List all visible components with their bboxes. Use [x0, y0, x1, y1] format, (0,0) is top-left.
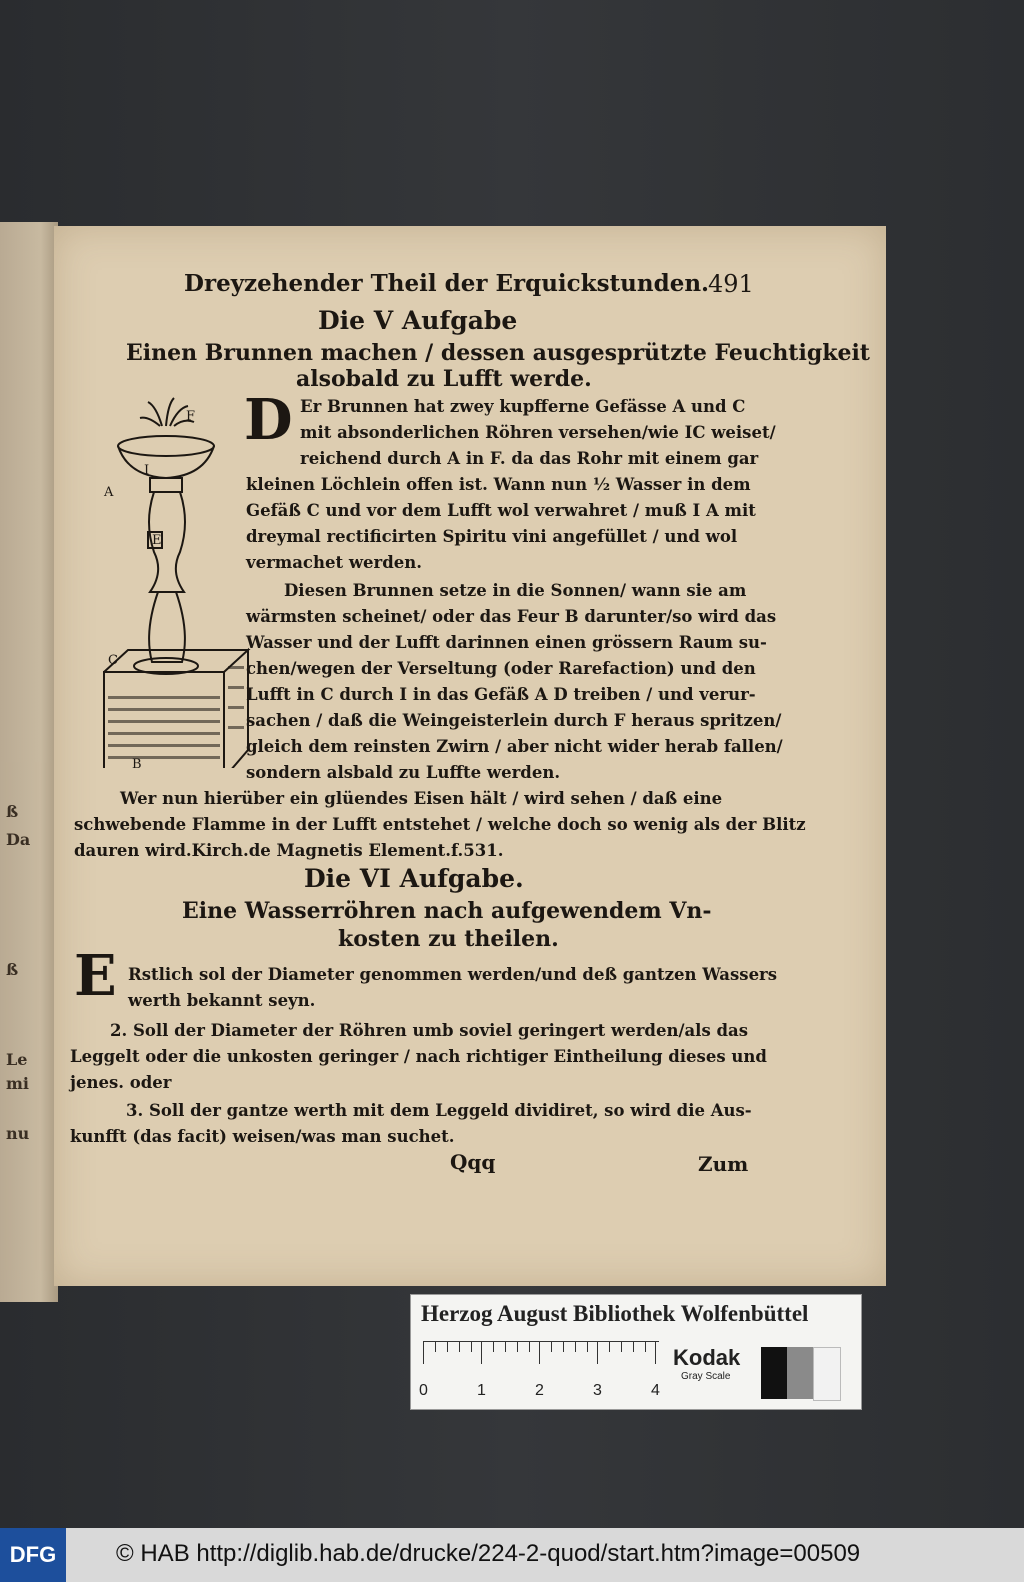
catchword: Zum: [698, 1152, 749, 1176]
paragraph-line: Er Brunnen hat zwey kupfferne Gefässe A und C: [300, 397, 746, 416]
kodak-logo: Kodak: [673, 1345, 741, 1370]
figure-label: B: [132, 757, 142, 768]
paragraph-line: 3. Soll der gantze werth mit dem Leggeld dividiret, so wird die Aus-: [126, 1101, 752, 1120]
ruler-number: 4: [651, 1382, 660, 1399]
paragraph-line: mit absonderlichen Röhren versehen/wie IC weiset/: [300, 423, 776, 442]
left-page-fragment: Le: [6, 1050, 28, 1069]
paragraph-line: kunfft (das facit) weisen/was man suchet.: [70, 1127, 455, 1146]
paragraph-line: reichend durch A in F. da das Rohr mit einem gar: [300, 449, 759, 468]
left-page-fragment: Da: [6, 830, 31, 849]
gray-patch-white: [813, 1347, 841, 1401]
ruler: [419, 1341, 660, 1399]
paragraph-line: chen/wegen der Verseltung (oder Rarefaction) und den: [246, 659, 756, 678]
paragraph-line: wärmsten scheinet/ oder das Feur B darunter/so wird das: [246, 607, 777, 626]
left-page-fragment: ß: [6, 802, 19, 821]
credit-link[interactable]: © HAB http://diglib.hab.de/drucke/224-2-quod/start.htm?image=00509: [116, 1540, 861, 1567]
footer-bar: [0, 1528, 1024, 1582]
facing-page-edge: [0, 222, 58, 1302]
section-heading: Die V Aufgabe: [318, 306, 518, 335]
left-page-fragment: ß: [6, 960, 19, 979]
paragraph-line: sondern alsbald zu Luffte werden.: [246, 763, 561, 782]
paragraph-line: dreymal rectificirten Spiritu vini angefüllet / und wol: [246, 527, 738, 546]
paragraph-line: kleinen Löchlein offen ist. Wann nun ½ Wasser in dem: [246, 475, 751, 494]
running-head: Dreyzehender Theil der Erquickstunden.: [184, 270, 710, 297]
paragraph-line: gleich dem reinsten Zwirn / aber nicht wider herab fallen/: [246, 737, 783, 756]
paragraph-line: sachen / daß die Weingeisterlein durch F heraus spritzen/: [246, 711, 782, 730]
paragraph-line: vermachet werden.: [246, 553, 423, 572]
ruler-number: 2: [535, 1382, 544, 1399]
decorated-initial: D: [244, 387, 293, 453]
paragraph-line: Gefäß C und vor dem Lufft wol verwahret / muß I A mit: [246, 501, 756, 520]
institution-name: Herzog August Bibliothek Wolfenbüttel: [421, 1301, 809, 1326]
section-title: Einen Brunnen machen / dessen ausgesprützte Feuchtigkeit: [126, 340, 870, 366]
figure-label: A: [104, 485, 114, 500]
section-title: alsobald zu Lufft werde.: [296, 366, 592, 392]
section-title: Eine Wasserröhren nach aufgewendem Vn-: [182, 898, 712, 924]
paragraph-line: Diesen Brunnen setze in die Sonnen/ wann sie am: [284, 581, 747, 600]
section-title: kosten zu theilen.: [338, 926, 559, 952]
paragraph-line: 2. Soll der Diameter der Röhren umb soviel geringert werden/als das: [110, 1021, 748, 1040]
page-number: 491: [708, 270, 754, 298]
section-heading: Die VI Aufgabe.: [304, 864, 524, 893]
paragraph-line: Leggelt oder die unkosten geringer / nach richtiger Eintheilung dieses und: [70, 1047, 767, 1066]
paragraph-line: schwebende Flamme in der Lufft entstehet / welche doch so wenig als der Blitz: [74, 815, 806, 834]
decorated-initial: E: [74, 943, 117, 1009]
left-page-fragment: nu: [6, 1124, 30, 1143]
paragraph-line: dauren wird.Kirch.de Magnetis Element.f.531.: [74, 841, 504, 860]
gray-patch-mid: [787, 1347, 813, 1399]
figure-label: E: [152, 533, 162, 548]
gray-scale-label: Gray Scale: [681, 1371, 731, 1382]
figure-label: I: [144, 463, 150, 478]
book-page: [54, 226, 886, 1286]
ruler-number: 0: [419, 1382, 428, 1399]
dfg-logo: DFG: [0, 1528, 66, 1582]
paragraph-line: Rstlich sol der Diameter genommen werden/und deß gantzen Wassers: [128, 965, 778, 984]
paragraph-line: jenes. oder: [70, 1073, 172, 1092]
ruler-number: 3: [593, 1382, 602, 1399]
paragraph-line: Wer nun hierüber ein glüendes Eisen hält / wird sehen / daß eine: [120, 789, 723, 808]
color-scale-card: [410, 1294, 862, 1410]
signature-mark: Qqq: [450, 1150, 496, 1174]
figure-label: F: [186, 409, 196, 424]
figure-label: C: [108, 653, 118, 668]
left-page-fragment: mi: [6, 1074, 30, 1093]
paragraph-line: Wasser und der Lufft darinnen einen grössern Raum su-: [246, 633, 767, 652]
paragraph-line: werth bekannt seyn.: [128, 991, 316, 1010]
ruler-number: 1: [477, 1382, 486, 1399]
gray-patch-black: [761, 1347, 787, 1399]
paragraph-line: Lufft in C durch I in das Gefäß A D treiben / und verur-: [246, 685, 756, 704]
